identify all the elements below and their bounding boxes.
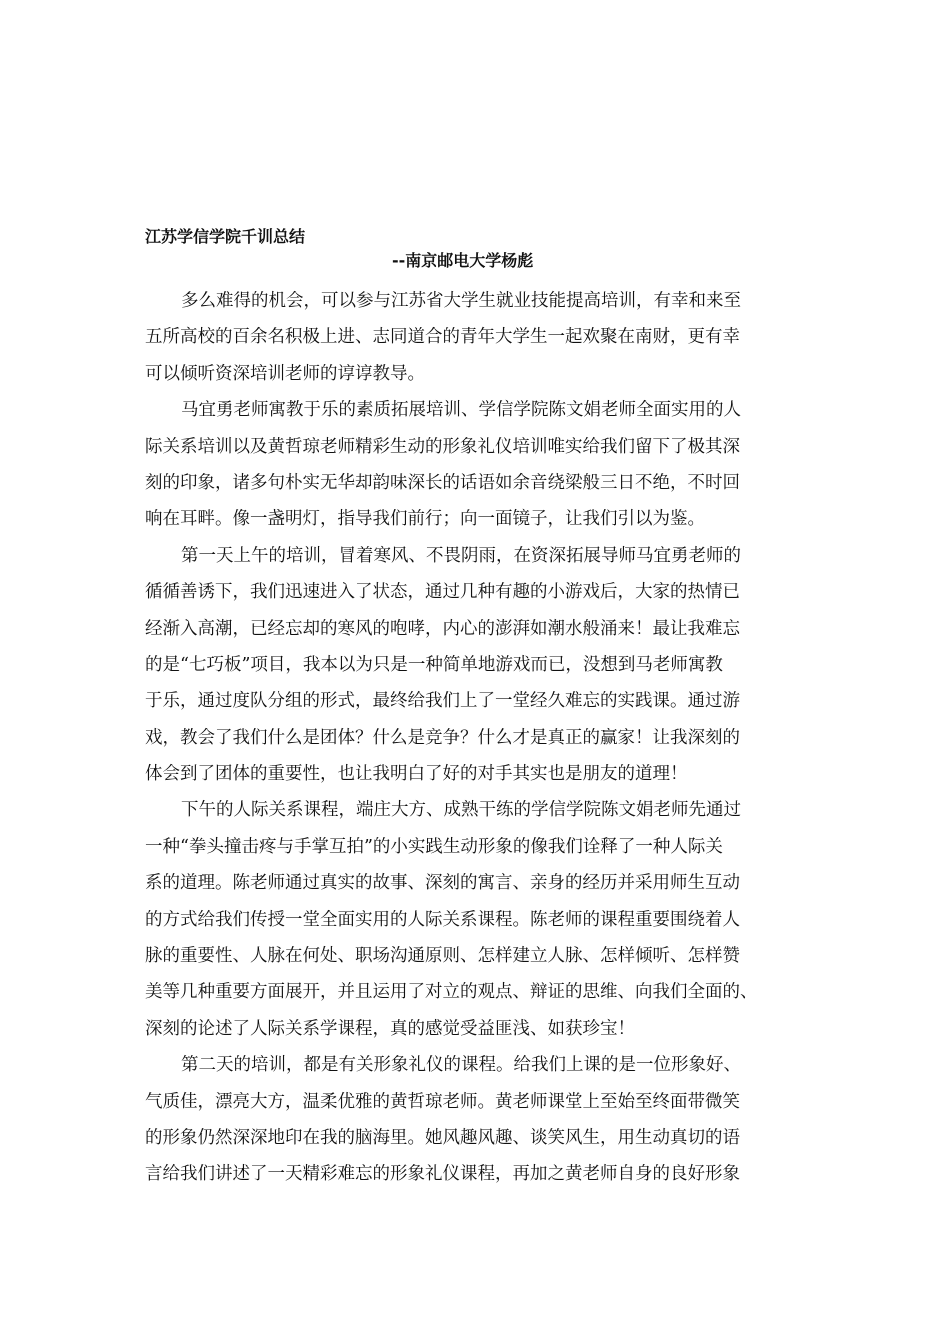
text-line: 下午的人际关系课程，端庄大方、成熟干练的学信学院陈文娟老师先通过 <box>181 800 741 821</box>
text-line: 一种“拳头撞击疼与手掌互拍”的小实践生动形象的像我们诠释了一种人际关 <box>145 836 723 857</box>
text-line: 深刻的论述了人际关系学课程，真的感觉受益匪浅、如获珍宝！ <box>145 1018 635 1039</box>
text-line: 的是“七巧板”项目，我本以为只是一种简单地游戏而已，没想到马老师寓教 <box>145 654 723 675</box>
text-line: 际关系培训以及黄哲琼老师精彩生动的形象礼仪培训唯实给我们留下了极其深 <box>145 436 740 457</box>
text-line: 可以倾听资深培训老师的谆谆教导。 <box>145 363 425 384</box>
text-line: 的方式给我们传授一堂全面实用的人际关系课程。陈老师的课程重要围绕着人 <box>145 909 740 930</box>
text-line: 脉的重要性、人脉在何处、职场沟通原则、怎样建立人脉、怎样倾听、怎样赞 <box>145 946 740 967</box>
text-line: 美等几种重要方面展开，并且运用了对立的观点、辩证的思维、向我们全面的、 <box>145 982 758 1003</box>
text-line: 于乐，通过度队分组的形式，最终给我们上了一堂经久难忘的实践课。通过游 <box>145 691 740 712</box>
text-line: 循循善诱下，我们迅速进入了状态，通过几种有趣的小游戏后，大家的热情已 <box>145 582 740 603</box>
text-line: 气质佳，漂亮大方，温柔优雅的黄哲琼老师。黄老师课堂上至始至终面带微笑 <box>145 1091 740 1112</box>
text-line: 戏，教会了我们什么是团体？什么是竞争？什么才是真正的赢家！让我深刻的 <box>145 727 740 748</box>
text-line: 体会到了团体的重要性，也让我明白了好的对手其实也是朋友的道理！ <box>145 764 688 785</box>
text-line: 第一天上午的培训，冒着寒风、不畏阴雨，在资深拓展导师马宜勇老师的 <box>181 545 741 566</box>
text-line: 马宜勇老师寓教于乐的素质拓展培训、学信学院陈文娟老师全面实用的人 <box>181 400 741 421</box>
paragraph-5 <box>145 1047 805 1193</box>
text-line: 经渐入高潮，已经忘却的寒风的咆哮，内心的澎湃如潮水般涌来！最让我难忘 <box>145 618 740 639</box>
text-line: 系的道理。陈老师通过真实的故事、深刻的寓言、亲身的经历并采用师生互动 <box>145 873 740 894</box>
text-line: 刻的印象，诸多句朴实无华却韵味深长的话语如余音绕梁般三日不绝，不时回 <box>145 472 740 493</box>
text-line: 多么难得的机会，可以参与江苏省大学生就业技能提高培训，有幸和来至 <box>181 291 741 311</box>
document-subtitle: --南京邮电大学杨彪 <box>392 251 534 270</box>
document-title: 江苏学信学院千训总结 <box>145 227 306 246</box>
document-body <box>145 283 805 1193</box>
paragraph-2 <box>145 392 805 538</box>
text-line: 言给我们讲述了一天精彩难忘的形象礼仪课程，再加之黄老师自身的良好形象 <box>145 1164 740 1185</box>
text-line: 五所高校的百余名积极上进、志同道合的青年大学生一起欢聚在南财，更有幸 <box>145 327 740 348</box>
text-line: 响在耳畔。像一盏明灯，指导我们前行；向一面镜子，让我们引以为鉴。 <box>145 509 705 530</box>
text-line: 的形象仍然深深地印在我的脑海里。她风趣风趣、谈笑风生，用生动真切的语 <box>145 1127 740 1148</box>
paragraph-1 <box>145 283 805 392</box>
paragraph-4 <box>145 792 805 1047</box>
text-line: 第二天的培训，都是有关形象礼仪的课程。给我们上课的是一位形象好、 <box>181 1055 741 1076</box>
paragraph-3 <box>145 538 805 793</box>
